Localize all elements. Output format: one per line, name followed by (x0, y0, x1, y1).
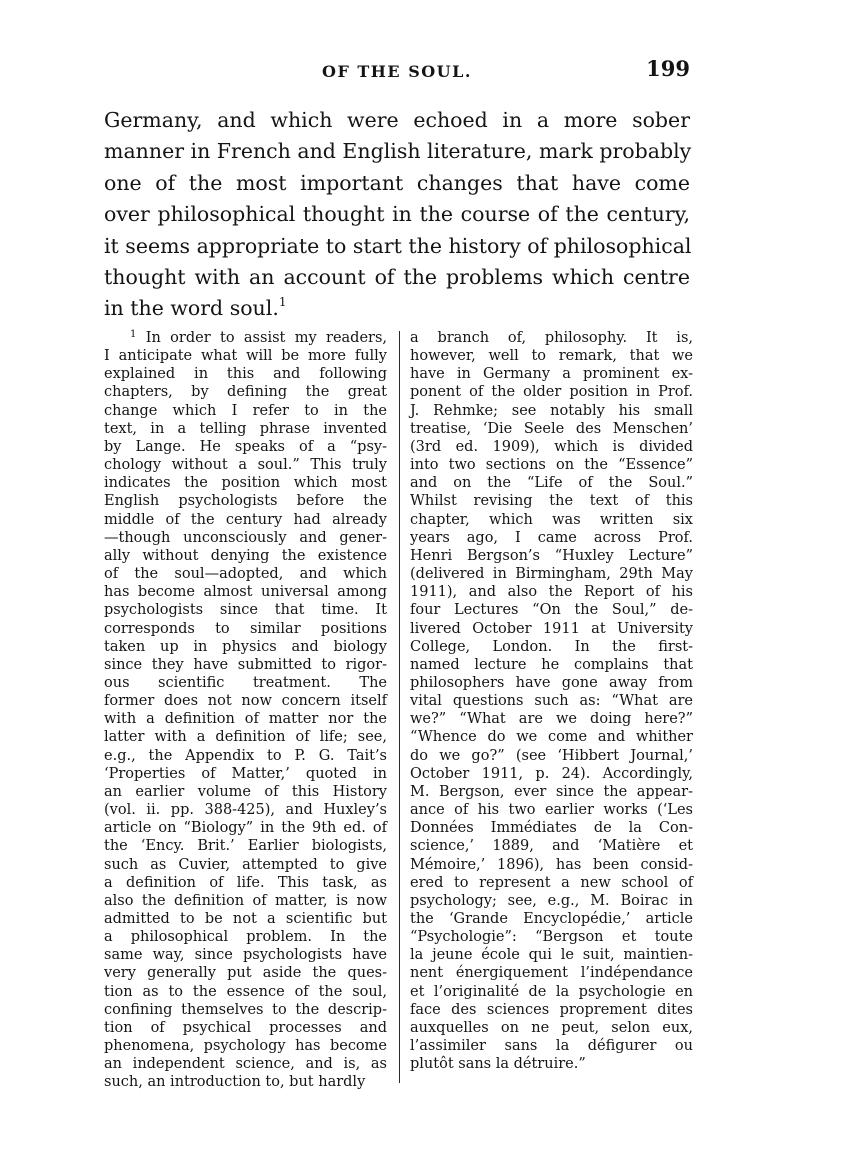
footnote-line (410, 964, 693, 982)
footnote-line (410, 511, 693, 529)
footnote-line (410, 529, 693, 547)
footnote-line (104, 710, 387, 728)
footnote-line-text: text, in a telling phrase invented (104, 420, 387, 437)
footnote-line-text: ous scientific treatment. The (104, 674, 387, 691)
footnote-line (410, 928, 693, 946)
footnote-line (410, 547, 693, 565)
footnote-line-text: middle of the century had already (104, 511, 387, 528)
footnote-line (410, 674, 693, 692)
paragraph-line (104, 136, 690, 167)
footnote-line-text: English psychologists before the (104, 493, 387, 510)
footnote-line (104, 837, 387, 855)
footnote-line-text: has become almost universal among (104, 584, 387, 601)
footnote-line (104, 365, 387, 383)
footnote-line-text: Données Immédiates de la Con- (410, 820, 693, 837)
footnote-line (104, 402, 387, 420)
footnote-line (410, 329, 693, 347)
running-header (104, 56, 690, 86)
footnote-line-text: M. Bergson, ever since the appear- (410, 783, 693, 800)
footnote-line-text: also the definition of matter, is now (104, 892, 387, 909)
footnote-line (104, 928, 387, 946)
footnote-line-text: In order to assist my readers, (145, 330, 388, 346)
footnote-line-text: (3rd ed. 1909), which is divided (410, 438, 693, 455)
footnote-line (104, 728, 387, 746)
footnote-line (410, 874, 693, 892)
footnote-line (410, 565, 693, 583)
footnote-line-text: such as Cuvier, attempted to give (104, 856, 387, 873)
footnote-line-text: very generally put aside the ques- (104, 965, 387, 982)
footnote-line-text: same way, since psychologists have (104, 947, 387, 964)
footnote-line-text: and on the “Life of the Soul.” (410, 475, 693, 492)
footnote-line-text: indicates the position which most (104, 475, 387, 492)
footnote-line (104, 620, 387, 638)
footnote-line (104, 874, 387, 892)
footnote-line (104, 1055, 387, 1073)
footnote-line-text: psychologists since that time. It (104, 602, 387, 619)
footnote-line-text: face des sciences proprement dites (410, 1001, 693, 1018)
footnote-line (410, 837, 693, 855)
footnote-line (104, 420, 387, 438)
footnote-line (104, 801, 387, 819)
footnote-line-text: ered to represent a new school of (410, 874, 693, 891)
footnote-line-text: ally without denying the existence (104, 547, 387, 564)
footnote-line-text: explained in this and following (104, 366, 387, 383)
footnote-column-left (104, 329, 387, 1092)
footnote-line (104, 511, 387, 529)
footnote-line-text: taken up in physics and biology (104, 638, 387, 655)
footnote-line-text: a philosophical problem. In the (104, 929, 387, 946)
footnote-line-text: College, London. In the first- (410, 638, 693, 655)
footnote-line-text: e.g., the Appendix to P. G. Tait’s (104, 747, 387, 764)
footnote-line-text: chapter, which was written six (410, 511, 693, 528)
paragraph-line (104, 105, 690, 136)
paragraph-line-text: thought with an account of the problems which centre (104, 265, 690, 290)
footnote-line (104, 964, 387, 982)
footnote-marker: 1 (130, 329, 137, 340)
footnote-line (104, 983, 387, 1001)
footnote-line (410, 601, 693, 619)
footnote-line-text: corresponds to similar positions (104, 620, 387, 637)
page-number: 199 (646, 56, 690, 81)
footnote-line-text: former does not now concern itself (104, 693, 387, 710)
footnote-line-text: ance of his two earlier works (‘Les (410, 802, 693, 819)
footnote-line (104, 329, 387, 347)
footnote-line (410, 347, 693, 365)
footnote-line-text: admitted to be not a scientific but (104, 911, 387, 927)
footnote-line (104, 438, 387, 456)
footnote-line-text: chapters, by defining the great (104, 384, 387, 401)
footnote-line (104, 783, 387, 801)
footnote-line (104, 747, 387, 765)
footnote-line (410, 819, 693, 837)
footnote-line-text: J. Rehmke; see notably his small (410, 402, 693, 419)
footnote-line-text: four Lectures “On the Soul,” de- (410, 602, 693, 619)
footnote-line (104, 529, 387, 547)
footnote-line-text: Whilst revising the text of this (410, 493, 693, 510)
footnote-line (410, 765, 693, 783)
paragraph-line-text: it seems appropriate to start the history of philosophical (104, 233, 692, 258)
footnote-line (410, 1001, 693, 1019)
footnote-line-text: auxquelles on ne peut, selon eux, (410, 1019, 693, 1036)
footnote-line (410, 456, 693, 474)
footnote-line (104, 601, 387, 619)
footnote-line-text: of the soul—adopted, and which (104, 566, 387, 583)
footnote-line (410, 583, 693, 601)
footnote-line-text: vital questions such as: “What are (410, 693, 693, 710)
footnote-line (104, 547, 387, 565)
footnote-column-right (410, 329, 693, 1073)
footnote-line-text: an earlier volume of this History (104, 783, 387, 800)
footnote-line (410, 492, 693, 510)
paragraph-line-text: Germany, and which were echoed in a more sober (104, 108, 690, 132)
footnote-line-text: philosophers have gone away from (410, 674, 693, 691)
footnote-line (104, 692, 387, 710)
paragraph-line-text: over philosophical thought in the course of the century, (104, 202, 690, 227)
footnote-line (410, 638, 693, 656)
footnote-line-text: years ago, I came across Prof. (410, 529, 693, 546)
footnote-line-text: article on “Biology” in the 9th ed. of (104, 820, 387, 837)
footnote-line (104, 856, 387, 874)
footnote-line (104, 1037, 387, 1055)
footnote-line-text: chology without a soul.” This truly (104, 457, 387, 474)
footnote-line-text: do we go?” (see ‘Hibbert Journal,’ (410, 747, 693, 764)
footnote-line (104, 474, 387, 492)
footnote-line-text: (delivered in Birmingham, 29th May (410, 566, 693, 583)
footnote-line-text: the ‘Grande Encyclopédie,’ article (410, 911, 693, 927)
footnote-line-text: confining themselves to the descrip- (104, 1001, 387, 1018)
footnote-line-text: Mémoire,’ 1896), has been consid- (410, 856, 693, 873)
paragraph-line-text: one of the most important changes that have come (104, 170, 690, 195)
footnote-line-text: science,’ 1889, and ‘Matière et (410, 838, 693, 855)
footnote-line (410, 620, 693, 638)
footnote-line-text: —though unconsciously and gener- (104, 529, 387, 546)
paragraph-line (104, 199, 690, 230)
footnote-line-text: phenomena, psychology has become (104, 1038, 387, 1055)
paragraph-line (104, 262, 690, 293)
footnote-line (104, 456, 387, 474)
footnote-line-text: change which I refer to in the (104, 402, 387, 419)
footnote-line-text: by Lange. He speaks of a “psy- (104, 438, 387, 455)
footnote-line-text: latter with a definition of life; see, (104, 729, 387, 746)
footnote-reference: 1 (278, 295, 287, 310)
footnote-line-text: nent énergiquement l’indépendance (410, 965, 693, 982)
footnote-line-text: 1911), and also the Report of his (410, 584, 693, 601)
footnote-line (410, 892, 693, 910)
footnote-line-text: a branch of, philosophy. It is, (410, 330, 693, 346)
footnote-line-text: October 1911, p. 24). Accordingly, (410, 765, 693, 782)
footnote-line-text: since they have submitted to rigor- (104, 656, 387, 673)
footnote-line (410, 692, 693, 710)
footnote-line-text: tion of psychical processes and (104, 1019, 387, 1036)
footnote-line-text: treatise, ‘Die Seele des Menschen’ (410, 420, 693, 437)
footnote-line-text: the ‘Ency. Brit.’ Earlier biologists, (104, 838, 387, 855)
footnote-line-text: an independent science, and is, as (104, 1056, 387, 1073)
footnote-line (410, 728, 693, 746)
footnote-line (104, 583, 387, 601)
footnote-line (410, 420, 693, 438)
footnote-line (104, 1001, 387, 1019)
footnote-line (410, 801, 693, 819)
footnote-area (104, 329, 693, 1091)
footnote-line-text: however, well to remark, that we (410, 348, 693, 365)
footnote-line-text: et l’originalité de la psychologie en (410, 983, 693, 1000)
footnote-line-text: have in Germany a prominent ex- (410, 366, 693, 383)
footnote-line (104, 383, 387, 401)
footnote-line (104, 910, 387, 928)
footnote-line (410, 783, 693, 801)
footnote-line (104, 347, 387, 365)
footnote-line (410, 710, 693, 728)
paragraph-line-text: manner in French and English literature, mark probably (104, 139, 692, 164)
footnote-line-text: “Psychologie”: “Bergson et toute (410, 929, 693, 946)
footnote-line-text: psychology; see, e.g., M. Boirac in (410, 892, 693, 909)
footnote-line-text: livered October 1911 at University (410, 620, 693, 637)
footnote-line-text: ponent of the older position in Prof. (410, 384, 693, 401)
footnote-line (410, 946, 693, 964)
footnote-line-text: we?” “What are we doing here?” (410, 711, 693, 728)
footnote-line-text: “Whence do we come and whither (410, 729, 693, 746)
running-title: OF THE SOUL. (322, 62, 472, 81)
footnote-line (410, 910, 693, 928)
footnote-line (104, 819, 387, 837)
footnote-line-text: plutôt sans la détruire.” (410, 1056, 586, 1073)
footnote-line-text: tion as to the essence of the soul, (104, 983, 387, 1000)
footnote-line-text: named lecture he complains that (410, 656, 693, 673)
footnote-line (410, 402, 693, 420)
footnote-line (410, 983, 693, 1001)
footnote-line (104, 765, 387, 783)
footnote-line (104, 638, 387, 656)
footnote-line (104, 656, 387, 674)
paragraph-line (104, 231, 690, 262)
footnote-line (410, 438, 693, 456)
footnote-line-text: Henri Bergson’s “Huxley Lecture” (410, 547, 693, 564)
footnote-line (410, 365, 693, 383)
footnote-line-text: la jeune école qui le suit, maintien- (410, 947, 693, 964)
footnote-line-text: ‘Properties of Matter,’ quoted in (104, 765, 387, 782)
footnote-line (410, 656, 693, 674)
footnote-line (410, 747, 693, 765)
footnote-line (410, 856, 693, 874)
paragraph-line (104, 168, 690, 199)
main-paragraph (104, 105, 690, 325)
footnote-line-text: I anticipate what will be more fully (104, 348, 387, 365)
footnote-line (410, 1019, 693, 1037)
footnote-line-text: into two sections on the “Essence” (410, 457, 693, 474)
footnote-line (410, 474, 693, 492)
footnote-line-text: a definition of life. This task, as (104, 874, 387, 891)
paragraph-line-text: in the word soul. (104, 296, 279, 321)
footnote-line-text: (vol. ii. pp. 388-425), and Huxley’s (104, 802, 387, 819)
footnote-line (410, 383, 693, 401)
footnote-line (104, 1019, 387, 1037)
footnote-line (104, 492, 387, 510)
column-divider (399, 331, 400, 1083)
footnote-line (104, 674, 387, 692)
footnote-line (104, 892, 387, 910)
footnote-line (104, 565, 387, 583)
footnote-line (104, 946, 387, 964)
footnote-line-text: such, an introduction to, but hardly (104, 1074, 366, 1091)
footnote-line (410, 1055, 693, 1073)
footnote-line-text: with a definition of matter nor the (104, 711, 387, 728)
footnote-line-text: l’assimiler sans la défigurer ou (410, 1038, 693, 1055)
paragraph-line (104, 293, 690, 324)
footnote-line (104, 1073, 387, 1091)
footnote-line (410, 1037, 693, 1055)
